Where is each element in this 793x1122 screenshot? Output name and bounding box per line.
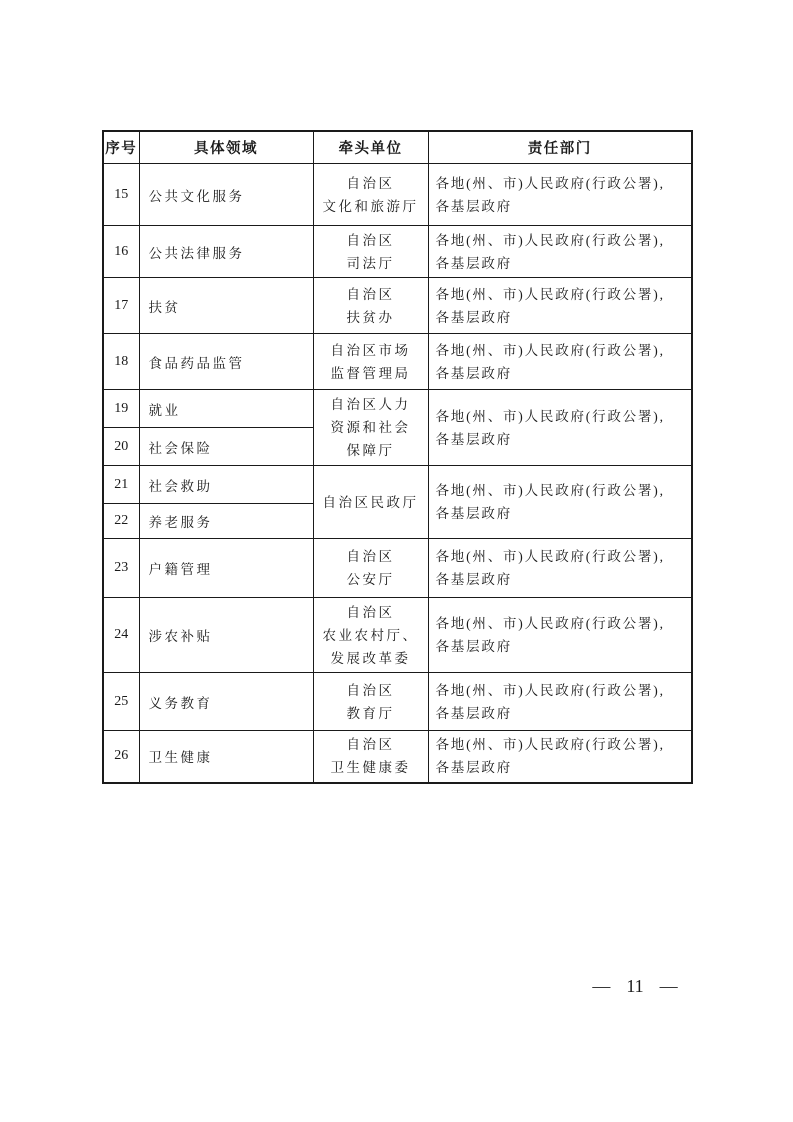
lead-unit-cell bbox=[313, 673, 428, 731]
area-cell: 就业 bbox=[139, 390, 313, 428]
row-number-cell: 22 bbox=[103, 504, 139, 539]
responsibility-line: 各地(州、市)人民政府(行政公署), bbox=[435, 175, 665, 191]
responsibility-line: 各基层政府 bbox=[435, 639, 512, 654]
lead-unit-line: 司法厅 bbox=[346, 255, 395, 271]
responsibility-cell bbox=[428, 673, 692, 731]
responsibility-line: 各基层政府 bbox=[435, 365, 512, 381]
page-number: 11 bbox=[626, 976, 644, 996]
responsibility-line: 各基层政府 bbox=[435, 255, 512, 271]
responsibility-cell bbox=[428, 226, 692, 278]
table-row bbox=[103, 731, 692, 783]
footer-dash-left: — bbox=[592, 976, 611, 996]
responsibility-line: 各地(州、市)人民政府(行政公署), bbox=[435, 616, 665, 631]
row-number-cell: 23 bbox=[103, 539, 139, 598]
lead-unit-cell bbox=[313, 539, 428, 598]
responsibility-cell bbox=[428, 598, 692, 673]
responsibility-line: 各地(州、市)人民政府(行政公署), bbox=[435, 342, 665, 358]
lead-unit-cell bbox=[313, 390, 428, 466]
header-cell-lead-unit: 牵头单位 bbox=[313, 131, 428, 164]
lead-unit-line: 监督管理局 bbox=[330, 365, 411, 381]
area-cell: 户籍管理 bbox=[139, 539, 313, 598]
footer-dash-right: — bbox=[659, 976, 678, 996]
table-row bbox=[103, 164, 692, 226]
responsibility-line: 各基层政府 bbox=[435, 572, 512, 587]
lead-unit-line: 发展改革委 bbox=[330, 650, 411, 666]
lead-unit-line: 自治区民政厅 bbox=[322, 494, 419, 510]
lead-unit-line: 公安厅 bbox=[346, 572, 395, 587]
lead-unit-cell bbox=[313, 164, 428, 226]
responsibility-line: 各地(州、市)人民政府(行政公署), bbox=[435, 549, 665, 564]
row-number-cell: 26 bbox=[103, 731, 139, 783]
row-number-cell: 20 bbox=[103, 428, 139, 466]
lead-unit-cell bbox=[313, 226, 428, 278]
responsibility-line: 各地(州、市)人民政府(行政公署), bbox=[435, 232, 665, 248]
table-row bbox=[103, 539, 692, 598]
lead-unit-line: 文化和旅游厅 bbox=[322, 198, 419, 214]
table-row bbox=[103, 673, 692, 731]
area-cell: 涉农补贴 bbox=[139, 598, 313, 673]
responsibility-line: 各基层政府 bbox=[435, 705, 512, 721]
area-cell: 社会保险 bbox=[139, 428, 313, 466]
row-number-cell: 24 bbox=[103, 598, 139, 673]
table-row bbox=[103, 390, 692, 428]
area-cell: 义务教育 bbox=[139, 673, 313, 731]
table-header-row bbox=[103, 131, 692, 164]
table-row bbox=[103, 226, 692, 278]
responsibility-line: 各地(州、市)人民政府(行政公署), bbox=[435, 408, 665, 424]
lead-unit-line: 自治区 bbox=[346, 604, 395, 620]
responsibility-line: 各基层政府 bbox=[435, 760, 512, 776]
responsibility-line: 各基层政府 bbox=[435, 506, 512, 521]
lead-unit-line: 保障厅 bbox=[346, 443, 395, 458]
page-footer bbox=[575, 976, 695, 997]
area-cell: 养老服务 bbox=[139, 504, 313, 539]
row-number-cell: 18 bbox=[103, 334, 139, 390]
lead-unit-line: 自治区 bbox=[346, 175, 395, 191]
area-cell: 食品药品监管 bbox=[139, 334, 313, 390]
responsibility-cell bbox=[428, 466, 692, 539]
table-row bbox=[103, 278, 692, 334]
area-cell: 社会救助 bbox=[139, 466, 313, 504]
lead-unit-line: 农业农村厅、 bbox=[322, 627, 419, 643]
header-cell-number: 序号 bbox=[103, 131, 139, 164]
header-cell-responsibility: 责任部门 bbox=[428, 131, 692, 164]
responsibility-line: 各地(州、市)人民政府(行政公署), bbox=[435, 682, 665, 698]
responsibility-table bbox=[102, 130, 693, 784]
lead-unit-line: 自治区 bbox=[346, 682, 395, 698]
responsibility-cell bbox=[428, 278, 692, 334]
row-number-cell: 19 bbox=[103, 390, 139, 428]
responsibility-cell bbox=[428, 539, 692, 598]
responsibility-cell bbox=[428, 731, 692, 783]
row-number-cell: 17 bbox=[103, 278, 139, 334]
table-row bbox=[103, 466, 692, 504]
lead-unit-line: 教育厅 bbox=[346, 705, 395, 721]
lead-unit-cell bbox=[313, 334, 428, 390]
header-cell-area: 具体领域 bbox=[139, 131, 313, 164]
responsibility-line: 各基层政府 bbox=[435, 198, 512, 214]
responsibility-line: 各地(州、市)人民政府(行政公署), bbox=[435, 737, 665, 753]
lead-unit-line: 自治区 bbox=[346, 549, 395, 564]
lead-unit-cell bbox=[313, 598, 428, 673]
responsibility-cell bbox=[428, 334, 692, 390]
responsibility-line: 各地(州、市)人民政府(行政公署), bbox=[435, 483, 665, 498]
row-number-cell: 25 bbox=[103, 673, 139, 731]
responsibility-cell bbox=[428, 390, 692, 466]
table-row bbox=[103, 598, 692, 673]
row-number-cell: 21 bbox=[103, 466, 139, 504]
area-cell: 扶贫 bbox=[139, 278, 313, 334]
row-number-cell: 16 bbox=[103, 226, 139, 278]
lead-unit-line: 自治区人力 bbox=[330, 397, 411, 412]
lead-unit-line: 自治区市场 bbox=[330, 342, 411, 358]
lead-unit-line: 卫生健康委 bbox=[330, 760, 411, 776]
lead-unit-line: 资源和社会 bbox=[330, 420, 411, 435]
area-cell: 公共法律服务 bbox=[139, 226, 313, 278]
responsibility-line: 各基层政府 bbox=[435, 431, 512, 447]
lead-unit-line: 自治区 bbox=[346, 737, 395, 753]
row-number-cell: 15 bbox=[103, 164, 139, 226]
responsibility-line: 各地(州、市)人民政府(行政公署), bbox=[435, 286, 665, 302]
area-cell: 卫生健康 bbox=[139, 731, 313, 783]
lead-unit-cell bbox=[313, 278, 428, 334]
responsibility-line: 各基层政府 bbox=[435, 309, 512, 325]
lead-unit-cell bbox=[313, 466, 428, 539]
lead-unit-cell bbox=[313, 731, 428, 783]
lead-unit-line: 自治区 bbox=[346, 286, 395, 302]
area-cell: 公共文化服务 bbox=[139, 164, 313, 226]
responsibility-cell bbox=[428, 164, 692, 226]
table-row bbox=[103, 334, 692, 390]
lead-unit-line: 自治区 bbox=[346, 232, 395, 248]
lead-unit-line: 扶贫办 bbox=[346, 309, 395, 325]
